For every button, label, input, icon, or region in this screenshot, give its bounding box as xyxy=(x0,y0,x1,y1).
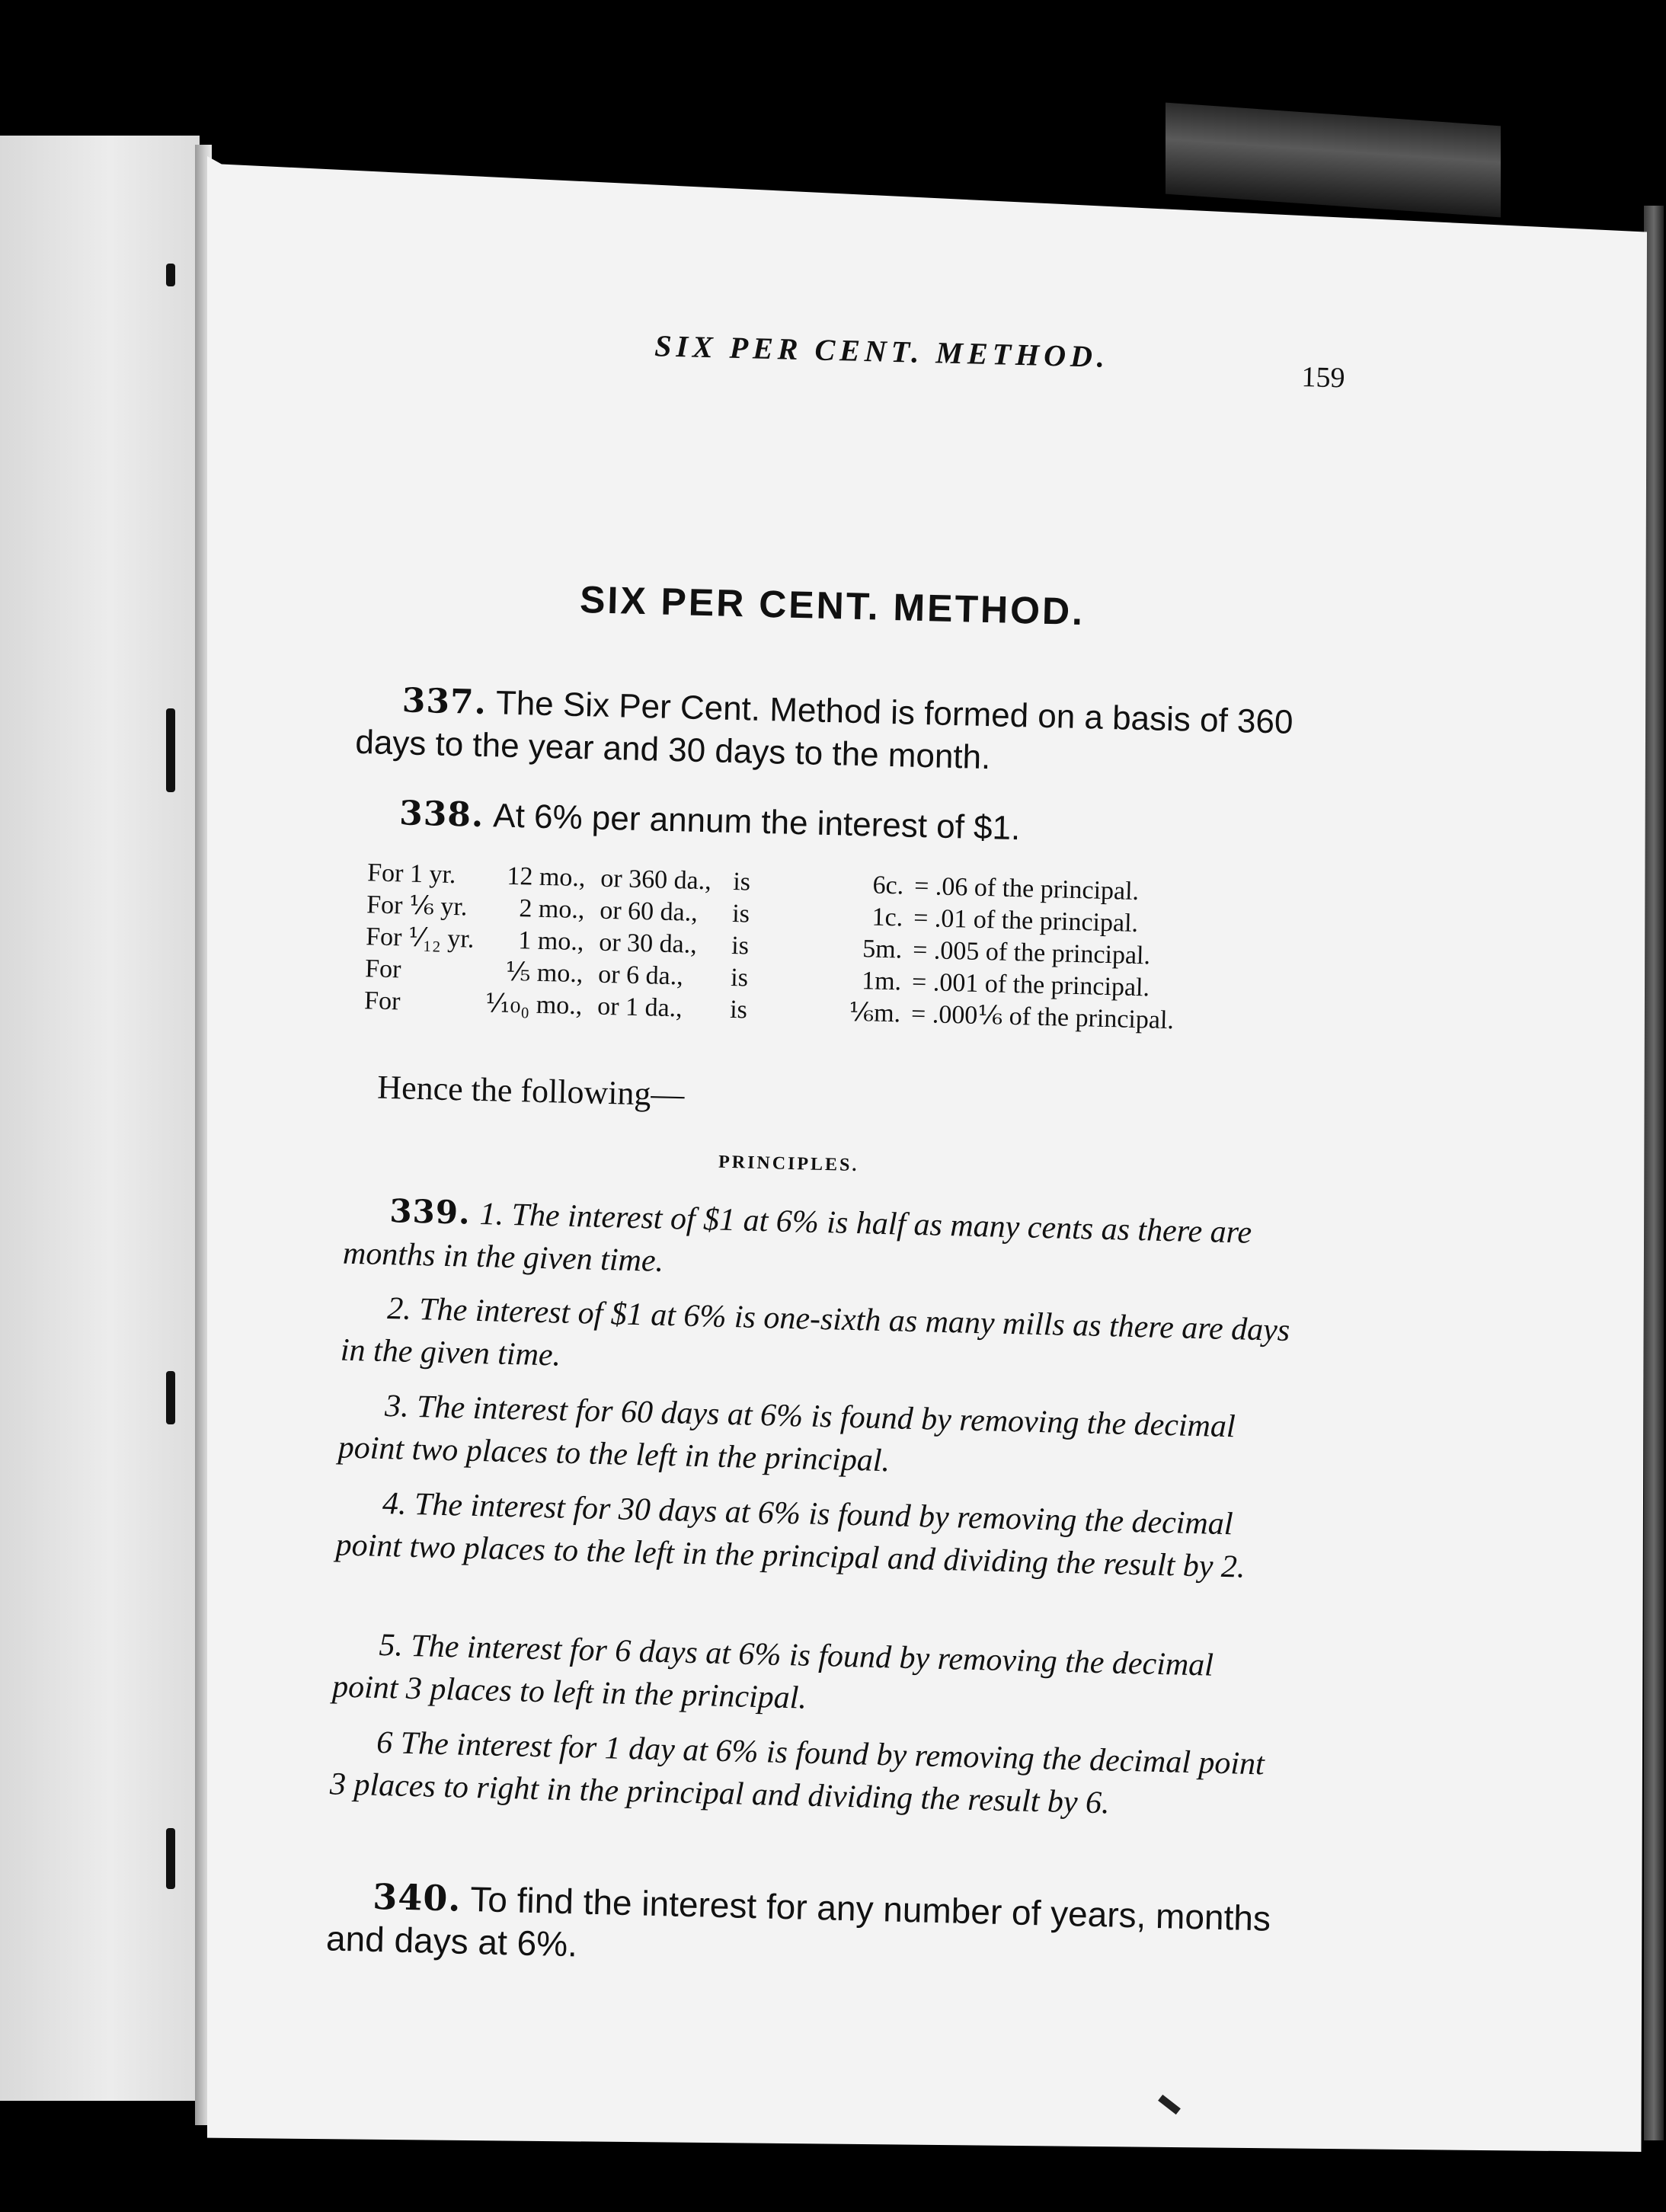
facing-page-mark xyxy=(166,1371,175,1424)
paragraph-number: 338. xyxy=(398,794,484,835)
page-stack-edge xyxy=(1166,103,1501,218)
table-cell: or 1 da., xyxy=(596,992,683,1023)
table-cell: For ⅟₁₂ yr. xyxy=(365,922,475,954)
table-cell: or 360 da., xyxy=(600,864,712,896)
principles-heading: PRINCIPLES. xyxy=(718,1152,859,1176)
table-cell: 5m. xyxy=(862,935,903,964)
principle-text: 5. The interest for 6 days at 6% is found by removing the decimal point 3 places to left in the principal. xyxy=(331,1627,1214,1716)
paragraph-text: To find the interest for any number of years, months and days at 6%. xyxy=(325,1878,1271,1964)
table-cell: For ⅙ yr. xyxy=(366,890,468,922)
table-cell: = .000⅙ of the principal. xyxy=(910,999,1175,1035)
table-cell: ⅒₀ mo., xyxy=(484,989,583,1021)
table-cell: For 1 yr. xyxy=(366,858,456,890)
table-cell: = .01 of the principal. xyxy=(913,903,1139,938)
book-right-edge xyxy=(1644,206,1664,2140)
facing-page-mark xyxy=(166,264,175,286)
table-cell: For xyxy=(363,986,401,1016)
paragraph-text: The Six Per Cent. Method is formed on a basis of 360 days to the year and 30 days to the month. xyxy=(354,684,1294,777)
table-cell: is xyxy=(731,931,750,961)
table-cell: For xyxy=(364,954,401,984)
interest-rate-table xyxy=(364,857,1188,1037)
table-cell: is xyxy=(730,963,749,993)
table-cell: = .06 of the principal. xyxy=(913,871,1140,906)
table-cell: or 6 da., xyxy=(597,960,684,991)
principle-text: 6 The interest for 1 day at 6% is found by removing the decimal point 3 places to right in the principal and dividing the result by 6. xyxy=(329,1725,1265,1821)
table-cell: is xyxy=(732,867,751,897)
table-cell: 12 mo., xyxy=(507,861,586,893)
section-title: SIX PER CENT. METHOD. xyxy=(579,577,1086,634)
hence-line: Hence the following— xyxy=(376,1068,686,1114)
principle-text: 1. The interest of $1 at 6% is half as many cents as there are months in the given time. xyxy=(342,1196,1252,1279)
facing-page-mark xyxy=(166,1828,175,1889)
table-cell: or 30 da., xyxy=(598,928,698,959)
table-cell: ⅕ mo., xyxy=(504,957,584,989)
table-cell: 1m. xyxy=(861,967,902,996)
principle-text: 2. The interest of $1 at 6% is one-sixth as many mills as there are days in the given time. xyxy=(340,1291,1290,1373)
table-cell: is xyxy=(729,995,748,1024)
facing-page xyxy=(0,136,200,2101)
book-page xyxy=(207,156,1647,2152)
page-number: 159 xyxy=(1301,361,1346,395)
table-cell: = .001 of the principal. xyxy=(911,967,1150,1002)
paragraph-number: 337. xyxy=(401,681,488,723)
table-cell: 2 mo., xyxy=(518,894,585,925)
table-cell: or 60 da., xyxy=(599,896,699,927)
table-cell: 6c. xyxy=(872,871,904,900)
principle-text: 4. The interest for 30 days at 6% is found by removing the decimal point two places to the left in the principal and dividing the result by 2. xyxy=(335,1485,1246,1585)
table-cell: 1c. xyxy=(871,903,903,932)
paragraph-number: 340. xyxy=(372,1875,462,1920)
table-cell: 1 mo., xyxy=(517,926,584,957)
facing-page-mark xyxy=(166,708,175,792)
running-head: SIX PER CENT. METHOD. xyxy=(654,328,1110,374)
principle-text: 3. The interest for 60 days at 6% is found by removing the decimal point two places to the left in the principal. xyxy=(337,1389,1236,1479)
paragraph-text: At 6% per annum the interest of $1. xyxy=(492,797,1021,848)
table-cell: is xyxy=(731,899,750,929)
table-cell: = .005 of the principal. xyxy=(912,935,1151,970)
table-cell: ⅙m. xyxy=(848,998,901,1028)
paragraph-number: 339. xyxy=(389,1192,472,1232)
